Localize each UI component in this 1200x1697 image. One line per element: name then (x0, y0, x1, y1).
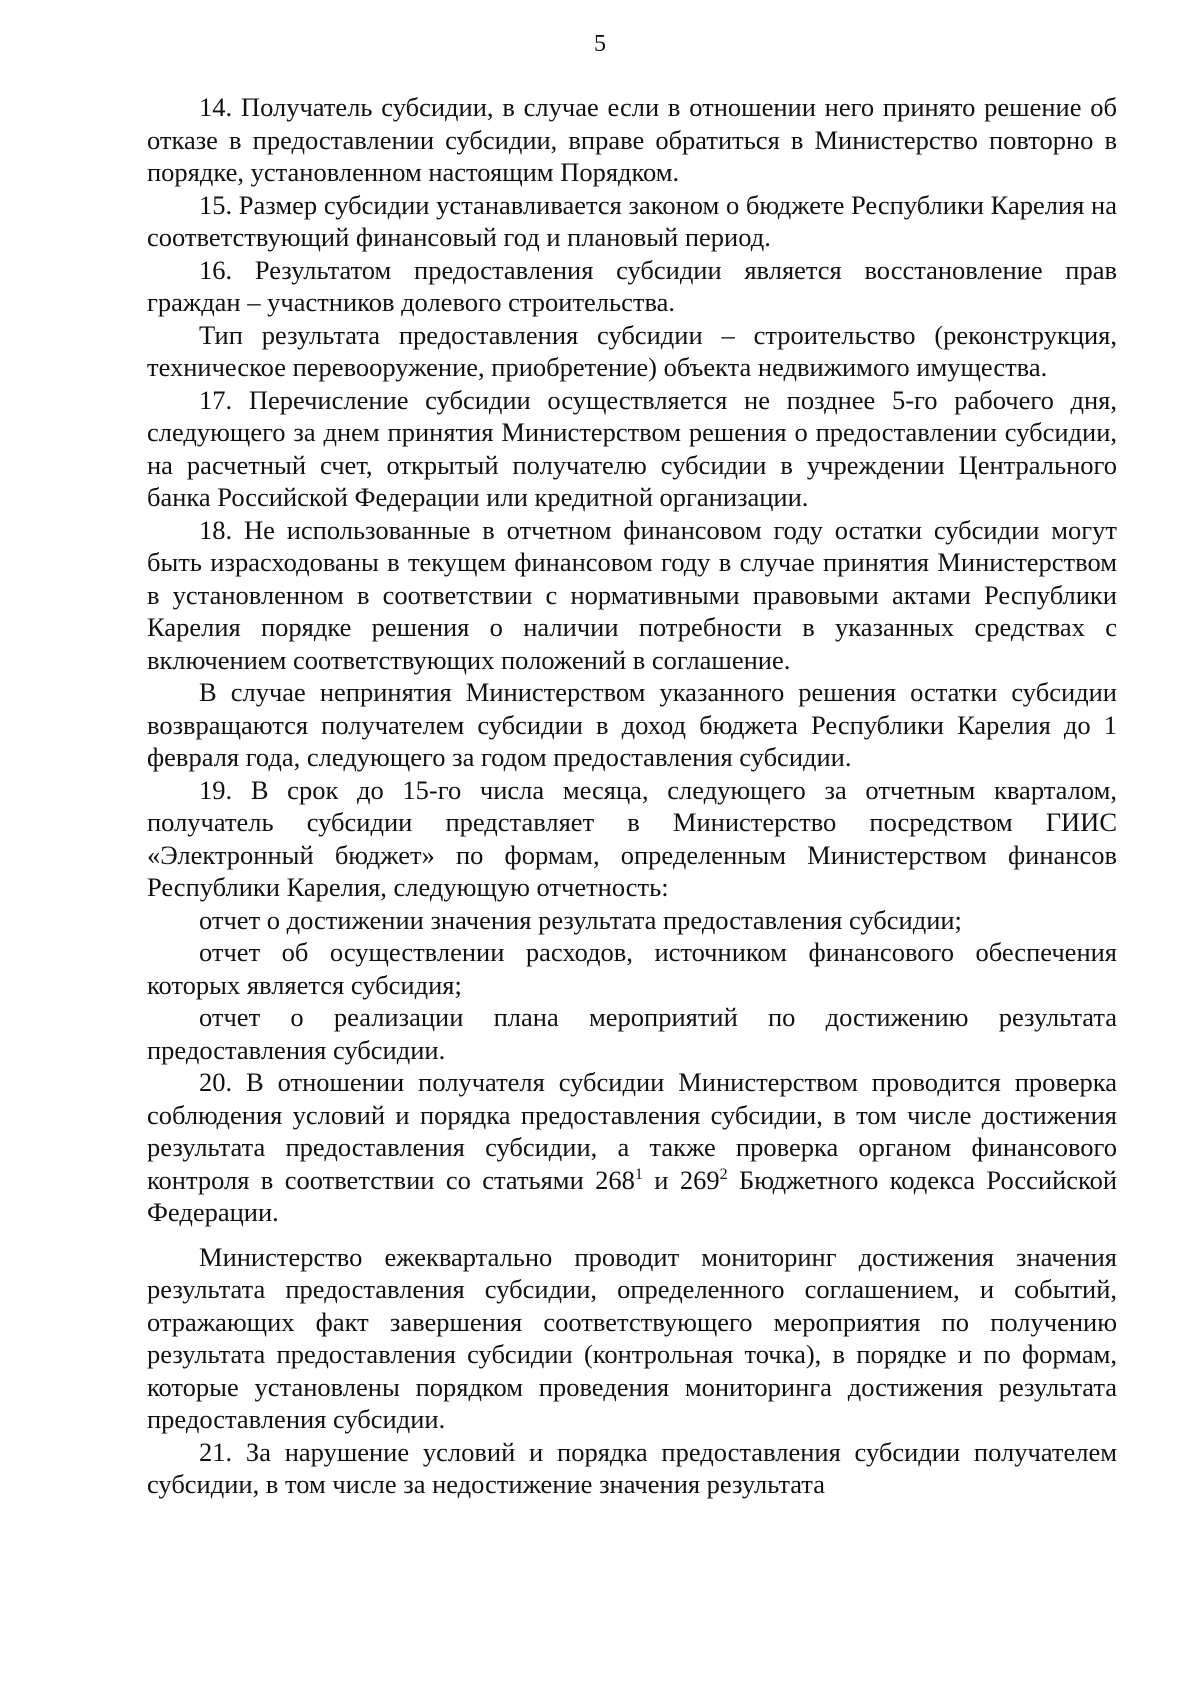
page-number: 5 (594, 31, 606, 57)
superscript-1: 1 (634, 1165, 643, 1183)
paragraph-17: 17. Перечисление субсидии осуществляется не позднее 5-го рабочего дня, следующего за днем принятия Министерством решения о предоставлении субсидии, на расчетный счет, открытый получателю субсидии в учреждении Центрального банка Российской Федерации или кредитной организации. (147, 384, 1117, 512)
paragraph-14: 14. Получатель субсидии, в случае если в отношении него принято решение об отказе в предоставлении субсидии, вправе обратиться в Министерство повторно в порядке, установленном настоящим Порядком. (147, 92, 1117, 187)
paragraph-18: 18. Не использованные в отчетном финансовом году остатки субсидии могут быть израсходованы в текущем финансовом году в случае принятия Министерством в установленном в соответствии с нормативными правовыми актами Республики Карелия порядке решения о наличии потребности в указанных средствах с включением соответствующих положений в соглашение. (147, 514, 1117, 675)
report-item-result: отчет о достижении значения результата предоставления субсидии; (199, 904, 962, 935)
paragraph-20-monitoring: Министерство ежеквартально проводит мониторинг достижения значения результата предоставления субсидии, определенного соглашением, и событий, отражающих факт завершения соответствующего мероприятия по получению результата предоставления субсидии (контрольная точка), в порядке и по формам, которые установлены порядком проведения мониторинга достижения результата предоставления субсидии. (147, 1241, 1117, 1434)
superscript-2: 2 (719, 1165, 728, 1183)
paragraph-15: 15. Размер субсидии устанавливается законом о бюджете Республики Карелия на соответствующий финансовый год и плановый период. (147, 189, 1117, 252)
document-body (147, 91, 1117, 1501)
report-item-expenses: отчет об осуществлении расходов, источником финансового обеспечения которых является субсидия; (147, 937, 1117, 1000)
paragraph-16-result-type: Тип результата предоставления субсидии – строительство (реконструкция, техническое перевооружение, приобретение) объекта недвижимого имущества. (147, 319, 1117, 382)
paragraph-21: 21. За нарушение условий и порядка предоставления субсидии получателем субсидии, в том числе за недостижение значения результата (147, 1436, 1117, 1499)
report-item-plan: отчет о реализации плана мероприятий по достижению результата предоставления субсидии. (147, 1002, 1117, 1065)
paragraph-16: 16. Результатом предоставления субсидии является восстановление прав граждан – участников долевого строительства. (147, 254, 1117, 317)
paragraph-20 (147, 1066, 1117, 1229)
paragraph-18-return: В случае непринятия Министерством указанного решения остатки субсидии возвращаются получателем субсидии в доход бюджета Республики Карелия до 1 февраля года, следующего за годом предоставления субсидии. (147, 677, 1117, 772)
paragraph-20-text-before: 20. В отношении получателя субсидии Министерством проводится проверка соблюдения условий и порядка предоставления субсидии, в том числе достижения результата предоставления субсидии, а также проверка органом финансового контроля в соответствии со статьями 268 (147, 1067, 1117, 1195)
paragraph-19: 19. В срок до 15-го числа месяца, следующего за отчетным кварталом, получатель субсидии представляет в Министерство посредством ГИИС «Электронный бюджет» по формам, определенным Министерством финансов Республики Карелия, следующую отчетность: (147, 774, 1117, 902)
paragraph-20-text-middle: и 269 (642, 1164, 720, 1195)
paragraph-20-text-after: Бюджетного кодекса Российской Федерации. (147, 1164, 1117, 1227)
